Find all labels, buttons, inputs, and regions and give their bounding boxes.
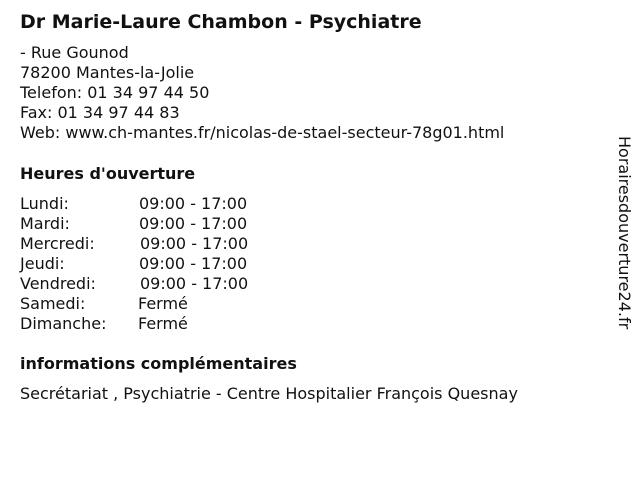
phone-number: Telefon: 01 34 97 44 50 — [20, 83, 210, 102]
day-label: Jeudi: — [20, 254, 65, 273]
additional-info-text: Secrétariat , Psychiatrie - Centre Hospitalier François Quesnay — [20, 384, 518, 403]
day-label: Lundi: — [20, 194, 69, 213]
hours-heading: Heures d'ouverture — [20, 164, 196, 183]
page-title: Dr Marie-Laure Chambon - Psychiatre — [20, 11, 422, 33]
time-value: Fermé — [138, 314, 188, 333]
time-value: 09:00 - 17:00 — [139, 254, 248, 273]
time-value: 09:00 - 17:00 — [139, 194, 248, 213]
time-value: Fermé — [138, 294, 188, 313]
time-value: 09:00 - 17:00 — [140, 274, 249, 293]
opening-hours-table — [20, 194, 280, 334]
fax-number: Fax: 01 34 97 44 83 — [20, 103, 180, 122]
day-label: Vendredi: — [20, 274, 96, 293]
hours-row-sunday — [20, 314, 280, 334]
address-city: 78200 Mantes-la-Jolie — [20, 63, 195, 82]
time-value: 09:00 - 17:00 — [140, 234, 249, 253]
hours-row-saturday — [20, 294, 280, 314]
time-value: 09:00 - 17:00 — [139, 214, 248, 233]
additional-info-heading: informations complémentaires — [20, 354, 297, 373]
contact-block — [20, 43, 504, 143]
watermark-text: Horairesdouverture24.fr — [615, 136, 634, 330]
day-label: Dimanche: — [20, 314, 107, 333]
day-label: Mercredi: — [20, 234, 95, 253]
day-label: Samedi: — [20, 294, 86, 313]
hours-row-friday — [20, 274, 280, 294]
hours-row-thursday — [20, 254, 280, 274]
day-label: Mardi: — [20, 214, 70, 233]
hours-row-tuesday — [20, 214, 280, 234]
site-watermark — [612, 136, 636, 376]
address-street: - Rue Gounod — [20, 43, 129, 62]
hours-row-wednesday — [20, 234, 280, 254]
hours-row-monday — [20, 194, 280, 214]
website-link[interactable]: Web: www.ch-mantes.fr/nicolas-de-stael-secteur-78g01.html — [20, 123, 505, 142]
